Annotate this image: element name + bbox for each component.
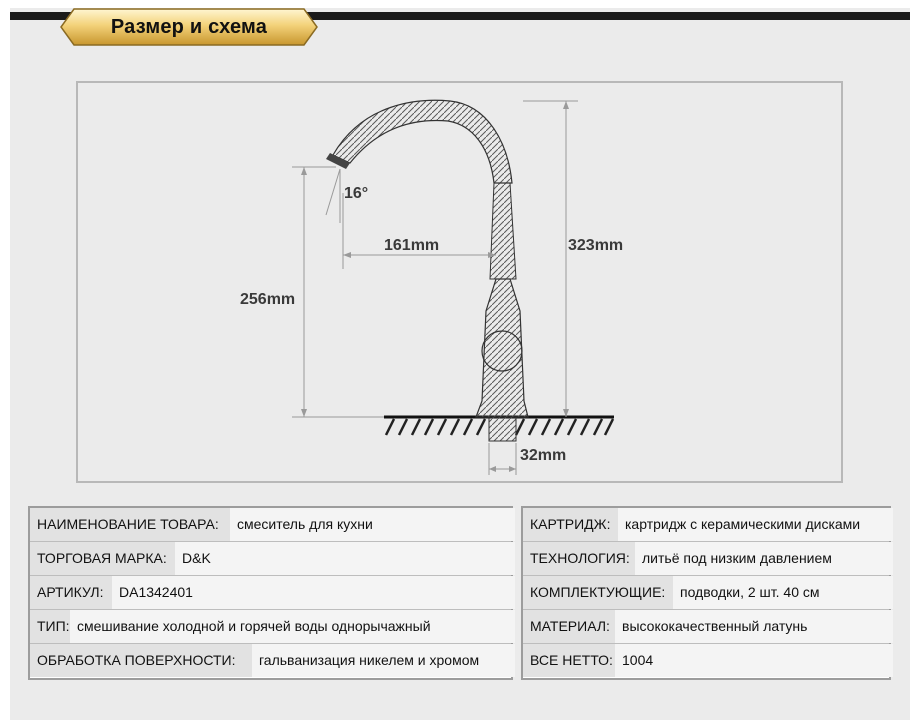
angle-label: 16° [344, 185, 369, 202]
table-row [523, 610, 889, 644]
table-row [523, 508, 889, 542]
faucet-body [476, 279, 528, 417]
spout-height-label: 256mm [240, 291, 296, 308]
total-height-label: 323mm [568, 237, 624, 254]
table-row [523, 576, 889, 610]
spec-label: АРТИКУЛ: [30, 576, 119, 609]
spout-column [490, 183, 516, 279]
faucet-diagram [76, 81, 843, 483]
spec-label: ОБРАБОТКА ПОВЕРХНОСТИ: [30, 644, 259, 677]
spec-value: высококачественный латунь [615, 610, 893, 643]
page-title: Размер и схема [110, 16, 268, 38]
spec-value: смеситель для кухни [230, 508, 515, 541]
spec-table-left [28, 506, 513, 680]
spout-arc [333, 100, 512, 183]
spec-value: смешивание холодной и горячей воды однорычажный [70, 610, 515, 643]
spec-value: литьё под низким давлением [635, 542, 893, 575]
base-diameter-label: 32mm [520, 447, 567, 464]
table-row [30, 610, 511, 644]
table-row [30, 576, 511, 610]
spec-table-right [521, 506, 891, 680]
spec-value: картридж с керамическими дисками [618, 508, 893, 541]
spec-value: гальванизация никелем и хромом [252, 644, 515, 677]
table-row [30, 644, 511, 678]
spec-label: ТИП: [30, 610, 77, 643]
spec-value: подводки, 2 шт. 40 см [673, 576, 893, 609]
reach-label: 161mm [384, 237, 440, 254]
spec-label: МАТЕРИАЛ: [523, 610, 622, 643]
spec-value: 1004 [615, 644, 893, 677]
spec-value: DA1342401 [112, 576, 515, 609]
spec-label: ТОРГОВАЯ МАРКА: [30, 542, 182, 575]
table-row [523, 542, 889, 576]
title-tab [60, 8, 318, 46]
table-row [30, 542, 511, 576]
spec-label: ТЕХНОЛОГИЯ: [523, 542, 642, 575]
spec-label: КОМПЛЕКТУЮЩИЕ: [523, 576, 680, 609]
spec-label: НАИМЕНОВАНИЕ ТОВАРА: [30, 508, 237, 541]
faucet-drawing [78, 83, 845, 485]
spec-label: КАРТРИДЖ: [523, 508, 625, 541]
table-row [523, 644, 889, 678]
base-pipe [489, 417, 516, 441]
table-row [30, 508, 511, 542]
spec-value: D&K [175, 542, 515, 575]
spec-label: ВСЕ НЕТТО: [523, 644, 622, 677]
